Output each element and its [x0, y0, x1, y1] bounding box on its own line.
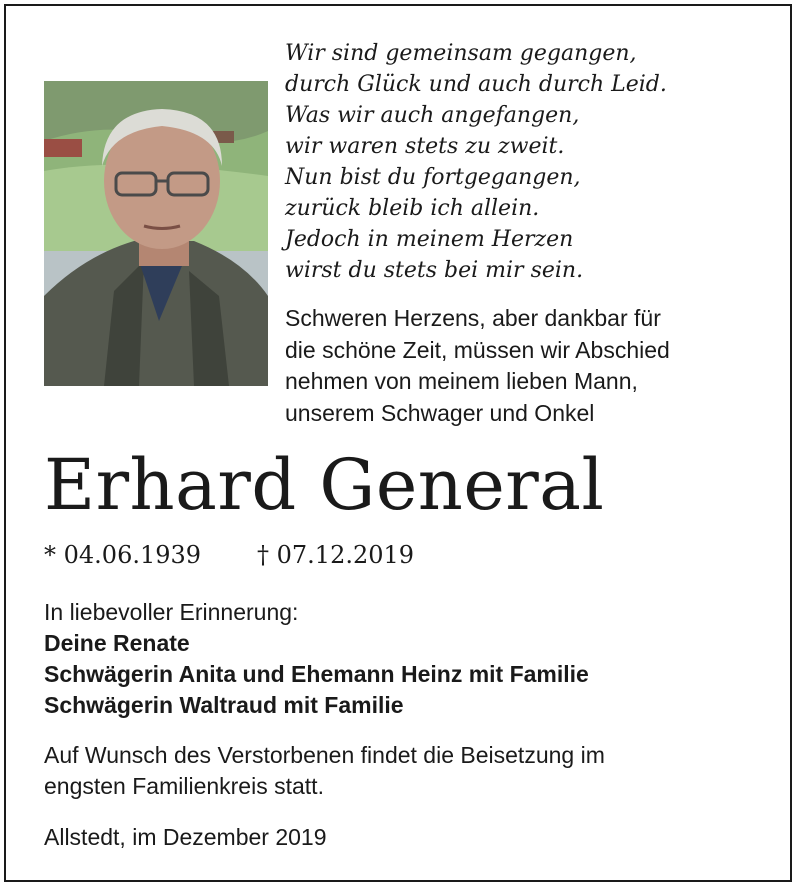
portrait-photo [44, 81, 268, 386]
death-date: † 07.12.2019 [257, 541, 415, 569]
poem-line: wirst du stets bei mir sein. [285, 258, 584, 283]
intro-text [285, 303, 765, 429]
life-dates [44, 539, 744, 571]
poem-line: Wir sind gemeinsam gegangen, [285, 41, 637, 66]
poem-line: Nun bist du fortgegangen, [285, 165, 581, 190]
poem-line: durch Glück und auch durch Leid. [285, 72, 667, 97]
poem-line: wir waren stets zu zweit. [285, 134, 565, 159]
mourner-name: Schwägerin Waltraud mit Familie [44, 692, 404, 718]
deceased-name: Erhard General [44, 444, 605, 526]
poem-line: Jedoch in meinem Herzen [285, 227, 574, 252]
place-and-date: Allstedt, im Dezember 2019 [44, 824, 327, 850]
intro-line: unserem Schwager und Onkel [285, 399, 595, 426]
mourner-name: Schwägerin Anita und Ehemann Heinz mit Familie [44, 661, 589, 687]
intro-line: nehmen von meinem lieben Mann, [285, 368, 638, 394]
poem-line: Was wir auch angefangen, [285, 103, 580, 128]
mourner-name: Deine Renate [44, 630, 190, 656]
note-line: Auf Wunsch des Verstorbenen findet die Beisetzung im [44, 742, 605, 768]
poem-line: zurück bleib ich allein. [285, 196, 540, 221]
note-line: engsten Familienkreis statt. [44, 773, 324, 799]
intro-line: die schöne Zeit, müssen wir Abschied [285, 336, 670, 363]
mourners-block [44, 597, 764, 721]
birth-date: * 04.06.1939 [44, 541, 202, 569]
intro-line: Schweren Herzens, aber dankbar für [285, 305, 661, 331]
poem [285, 38, 765, 286]
mourners-heading: In liebevoller Erinnerung: [44, 599, 299, 625]
funeral-note [44, 740, 764, 802]
